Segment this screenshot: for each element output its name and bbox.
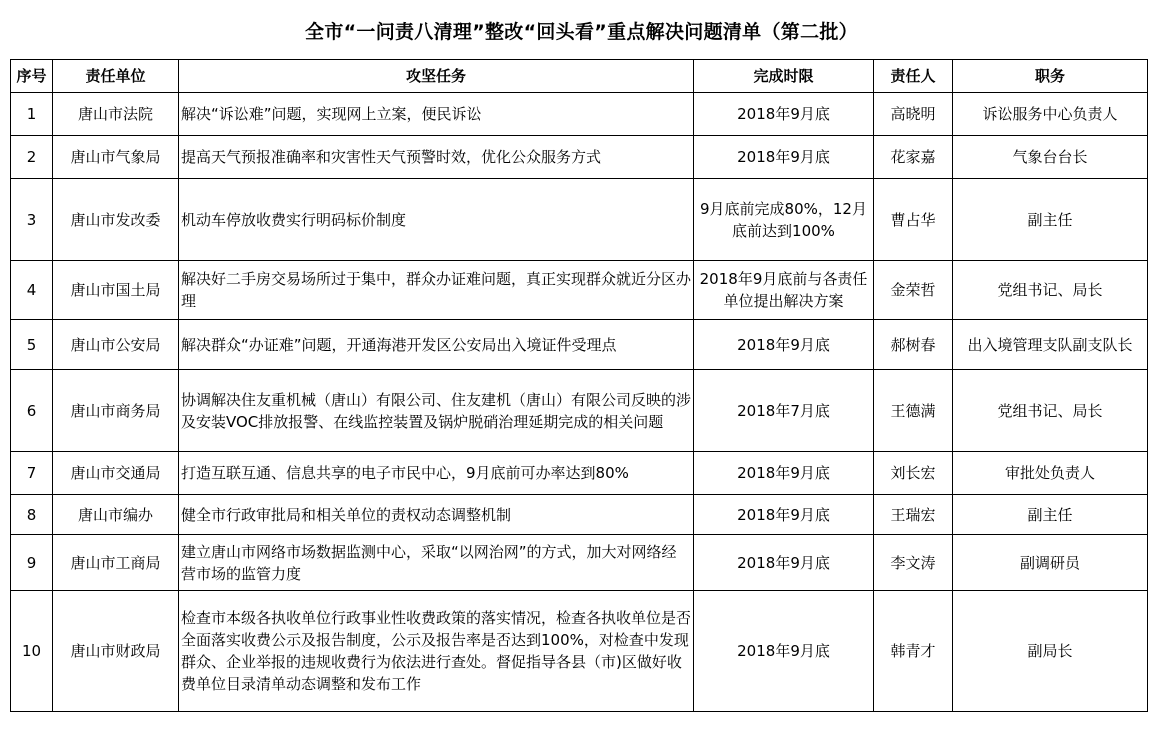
row-no: 5 (11, 320, 53, 370)
row-no: 7 (11, 452, 53, 495)
row-person: 金荣哲 (874, 261, 953, 320)
row-task: 提高天气预报准确率和灾害性天气预警时效，优化公众服务方式 (179, 136, 694, 179)
row-deadline: 2018年7月底 (694, 370, 874, 452)
row-title: 出入境管理支队副支队长 (953, 320, 1148, 370)
header-unit: 责任单位 (53, 60, 179, 93)
table-row (11, 261, 1148, 320)
row-no: 4 (11, 261, 53, 320)
row-no: 1 (11, 93, 53, 136)
row-no: 3 (11, 179, 53, 261)
row-deadline: 2018年9月底 (694, 591, 874, 712)
row-title: 副主任 (953, 495, 1148, 535)
row-unit: 唐山市气象局 (53, 136, 179, 179)
header-person: 责任人 (874, 60, 953, 93)
table-row (11, 179, 1148, 261)
table-row (11, 370, 1148, 452)
row-task: 机动车停放收费实行明码标价制度 (179, 179, 694, 261)
row-task: 解决群众“办证难”问题，开通海港开发区公安局出入境证件受理点 (179, 320, 694, 370)
row-deadline: 2018年9月底 (694, 136, 874, 179)
row-task: 解决好二手房交易场所过于集中，群众办证难问题，真正实现群众就近分区办理 (179, 261, 694, 320)
table-row (11, 136, 1148, 179)
row-title: 副局长 (953, 591, 1148, 712)
row-unit: 唐山市工商局 (53, 535, 179, 591)
row-person: 曹占华 (874, 179, 953, 261)
row-no: 9 (11, 535, 53, 591)
row-title: 党组书记、局长 (953, 261, 1148, 320)
row-unit: 唐山市公安局 (53, 320, 179, 370)
row-deadline: 2018年9月底 (694, 320, 874, 370)
document-title: 全市“一问责八清理”整改“回头看”重点解决问题清单（第二批） (305, 21, 858, 43)
row-person: 韩青才 (874, 591, 953, 712)
header-title: 职务 (953, 60, 1148, 93)
row-no: 6 (11, 370, 53, 452)
row-title: 副调研员 (953, 535, 1148, 591)
row-person: 王德满 (874, 370, 953, 452)
row-task: 检查市本级各执收单位行政事业性收费政策的落实情况，检查各执收单位是否全面落实收费公示及报告制度，公示及报告率是否达到100%，对检查中发现群众、企业举报的违规收费行为依法进行查处。督促指导各县（市)区做好收费单位目录清单动态调整和发布工作 (179, 591, 694, 712)
row-unit: 唐山市交通局 (53, 452, 179, 495)
row-person: 郝树春 (874, 320, 953, 370)
row-deadline: 2018年9月底前与各责任单位提出解决方案 (694, 261, 874, 320)
row-task: 协调解决住友重机械（唐山）有限公司、住友建机（唐山）有限公司反映的涉及安装VOC排放报警、在线监控装置及锅炉脱硝治理延期完成的相关问题 (179, 370, 694, 452)
row-title: 审批处负责人 (953, 452, 1148, 495)
row-person: 花家嘉 (874, 136, 953, 179)
row-deadline: 2018年9月底 (694, 495, 874, 535)
row-task: 建立唐山市网络市场数据监测中心，采取“以网治网”的方式，加大对网络经营市场的监管力度 (179, 535, 694, 591)
row-person: 李文涛 (874, 535, 953, 591)
row-deadline: 2018年9月底 (694, 93, 874, 136)
row-unit: 唐山市法院 (53, 93, 179, 136)
header-task: 攻坚任务 (179, 60, 694, 93)
row-task: 健全市行政审批局和相关单位的责权动态调整机制 (179, 495, 694, 535)
table-row (11, 495, 1148, 535)
row-title: 副主任 (953, 179, 1148, 261)
row-unit: 唐山市发改委 (53, 179, 179, 261)
row-person: 王瑞宏 (874, 495, 953, 535)
row-title: 气象台台长 (953, 136, 1148, 179)
header-no: 序号 (11, 60, 53, 93)
row-unit: 唐山市商务局 (53, 370, 179, 452)
row-deadline: 2018年9月底 (694, 535, 874, 591)
table-header-row (11, 60, 1148, 93)
row-deadline: 2018年9月底 (694, 452, 874, 495)
table-row (11, 320, 1148, 370)
row-no: 10 (11, 591, 53, 712)
row-unit: 唐山市财政局 (53, 591, 179, 712)
row-unit: 唐山市编办 (53, 495, 179, 535)
row-no: 8 (11, 495, 53, 535)
row-no: 2 (11, 136, 53, 179)
row-task: 解决“诉讼难”问题，实现网上立案，便民诉讼 (179, 93, 694, 136)
row-deadline: 9月底前完成80%，12月底前达到100% (694, 179, 874, 261)
row-task: 打造互联互通、信息共享的电子市民中心，9月底前可办率达到80% (179, 452, 694, 495)
task-table (10, 59, 1148, 712)
table-row (11, 452, 1148, 495)
table-row (11, 535, 1148, 591)
row-title: 诉讼服务中心负责人 (953, 93, 1148, 136)
header-deadline: 完成时限 (694, 60, 874, 93)
table-row (11, 591, 1148, 712)
row-title: 党组书记、局长 (953, 370, 1148, 452)
row-person: 高晓明 (874, 93, 953, 136)
row-unit: 唐山市国土局 (53, 261, 179, 320)
row-person: 刘长宏 (874, 452, 953, 495)
table-row (11, 93, 1148, 136)
